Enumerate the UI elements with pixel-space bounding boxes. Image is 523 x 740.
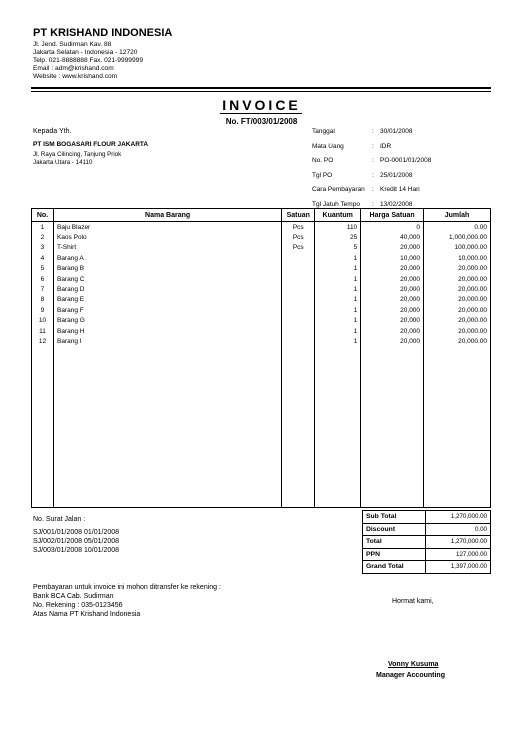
item-unit: Pcs: [282, 232, 315, 242]
meta-label: Tgl Jatuh Tempo: [312, 200, 360, 208]
delivery-notes: [33, 515, 119, 555]
meta-label: No. PO: [312, 157, 334, 165]
items-table: [31, 208, 491, 508]
delivery-note-line: SJ/002/01/2008 05/01/2008: [33, 538, 120, 545]
header-divider-thick: [31, 87, 491, 89]
totals-value: 1,270,000.00: [426, 536, 491, 549]
meta-colon: :: [372, 142, 374, 150]
totals-label: Total: [363, 536, 426, 549]
col-header-quantity: Kuantum: [315, 209, 361, 222]
item-no: 3: [32, 243, 54, 253]
meta-colon: :: [372, 128, 374, 135]
item-no: 1: [32, 222, 54, 233]
totals-row-ppn: [363, 548, 491, 561]
item-quantity: 5: [315, 243, 361, 253]
meta-colon: :: [372, 186, 374, 194]
table-row: [32, 222, 491, 233]
item-name: T-Shirt: [53, 243, 281, 253]
table-row: [32, 284, 491, 294]
table-header-row: [32, 209, 491, 222]
item-unit-price: 20,000: [361, 295, 424, 305]
company-address-line: Jakarta Selatan - Indonesia - 12720: [33, 49, 138, 56]
item-unit-price: 20,000: [361, 316, 424, 326]
item-unit: [282, 305, 315, 315]
payment-line: No. Rekening : 035-0123456: [33, 602, 123, 609]
empty-cell: [282, 347, 315, 508]
totals-value: 1,270,000.00: [426, 511, 491, 524]
meta-row-currency: [312, 143, 431, 158]
item-no: 9: [32, 305, 54, 315]
signatory-name: Vonny Kusuma: [388, 661, 439, 668]
invoice-title-underline: [220, 113, 302, 114]
item-amount: 10,000.00: [424, 253, 491, 263]
table-row: [32, 336, 491, 346]
item-amount: 100,000.00: [424, 243, 491, 253]
meta-colon: :: [372, 171, 374, 179]
company-name: PT KRISHAND INDONESIA: [33, 27, 173, 39]
meta-value: IDR: [380, 142, 392, 150]
table-row: [32, 232, 491, 242]
table-row: [32, 243, 491, 253]
item-name: Barang E: [53, 295, 281, 305]
totals-value: 0.00: [426, 523, 491, 536]
col-header-unit-price: Harga Satuan: [361, 209, 424, 222]
payment-line: Atas Nama PT Krishand Indonesia: [33, 611, 141, 618]
closing-text: Hormat kami,: [392, 598, 434, 605]
meta-row-date: [312, 128, 431, 143]
delivery-note-line: SJ/003/01/2008 10/01/2008: [33, 547, 120, 554]
item-quantity: 1: [315, 295, 361, 305]
item-unit-price: 20,000: [361, 284, 424, 294]
invoice-title: INVOICE: [222, 97, 301, 113]
item-quantity: 1: [315, 253, 361, 263]
item-quantity: 1: [315, 326, 361, 336]
col-header-amount: Jumlah: [424, 209, 491, 222]
totals-row-discount: [363, 523, 491, 536]
totals-value: 127,000.00: [426, 548, 491, 561]
item-quantity: 1: [315, 316, 361, 326]
item-unit: [282, 253, 315, 263]
item-unit: [282, 274, 315, 284]
item-unit-price: 10,000: [361, 253, 424, 263]
company-address-line: Jl. Jend. Sudirman Kav. 88: [33, 41, 112, 48]
meta-label: Tanggal: [312, 128, 335, 135]
item-name: Barang H: [53, 326, 281, 336]
item-amount: 20,000.00: [424, 336, 491, 346]
item-amount: 20,000.00: [424, 316, 491, 326]
table-row: [32, 295, 491, 305]
item-name: Kaos Polo: [53, 232, 281, 242]
table-row: [32, 305, 491, 315]
item-unit: Pcs: [282, 222, 315, 233]
customer-address-line: Jakarta Utara - 14110: [33, 159, 93, 166]
table-row: [32, 264, 491, 274]
meta-row-payment-method: [312, 186, 431, 201]
item-no: 11: [32, 326, 54, 336]
item-amount: 20,000.00: [424, 274, 491, 284]
item-quantity: 1: [315, 305, 361, 315]
item-amount: 20,000.00: [424, 305, 491, 315]
customer-greeting: Kepada Yth.: [33, 128, 72, 135]
item-name: Barang A: [53, 253, 281, 263]
item-amount: 20,000.00: [424, 295, 491, 305]
item-unit: [282, 264, 315, 274]
totals-label: Discount: [363, 523, 426, 536]
signatory-title: Manager Accounting: [376, 672, 445, 679]
company-email: Email : adm@krishand.com: [33, 65, 114, 72]
item-unit-price: 20,000: [361, 243, 424, 253]
totals-row-grand-total: [363, 561, 491, 574]
item-unit-price: 20,000: [361, 274, 424, 284]
totals-row-total: [363, 536, 491, 549]
invoice-meta: [312, 128, 431, 216]
empty-cell: [361, 347, 424, 508]
item-quantity: 25: [315, 232, 361, 242]
totals-label: PPN: [363, 548, 426, 561]
item-unit-price: 20,000: [361, 336, 424, 346]
item-name: Baju Blazer: [53, 222, 281, 233]
item-unit: [282, 295, 315, 305]
payment-instructions: [33, 583, 221, 619]
meta-value: PO-0001/01/2008: [380, 157, 432, 165]
meta-colon: :: [372, 157, 374, 165]
item-unit-price: 0: [361, 222, 424, 233]
meta-label: Mata Uang: [312, 142, 344, 150]
empty-cell: [315, 347, 361, 508]
meta-row-po-date: [312, 172, 431, 187]
table-row: [32, 253, 491, 263]
totals-label: Grand Total: [363, 561, 426, 574]
item-unit: [282, 326, 315, 336]
table-empty-space: [32, 347, 491, 508]
item-no: 5: [32, 264, 54, 274]
item-no: 6: [32, 274, 54, 284]
meta-value: Kredit 14 Hari: [380, 186, 420, 194]
item-name: Barang G: [53, 316, 281, 326]
meta-row-po-number: [312, 157, 431, 172]
col-header-item-name: Nama Barang: [53, 209, 281, 222]
table-row: [32, 274, 491, 284]
meta-value: 13/02/2008: [380, 200, 413, 208]
delivery-notes-label: No. Surat Jalan :: [33, 516, 86, 523]
item-unit: Pcs: [282, 243, 315, 253]
totals-table: [362, 510, 491, 574]
delivery-note-line: SJ/001/01/2008 01/01/2008: [33, 529, 120, 536]
header-divider-thin: [31, 91, 491, 92]
item-no: 12: [32, 336, 54, 346]
item-name: Barang D: [53, 284, 281, 294]
item-unit-price: 20,000: [361, 326, 424, 336]
item-amount: 1,000,000.00: [424, 232, 491, 242]
meta-label: Tgl PO: [312, 171, 333, 179]
item-quantity: 1: [315, 336, 361, 346]
customer-address-line: Jl. Raya Cilincing, Tanjung Priok: [33, 151, 122, 158]
item-no: 10: [32, 316, 54, 326]
item-name: Barang F: [53, 305, 281, 315]
meta-value: 30/01/2008: [380, 128, 413, 135]
company-phone-fax: Telp. 021-8888888 Fax. 021-9999999: [33, 57, 143, 64]
totals-value: 1,397,000.00: [426, 561, 491, 574]
item-no: 2: [32, 232, 54, 242]
item-unit-price: 20,000: [361, 264, 424, 274]
item-amount: 20,000.00: [424, 284, 491, 294]
item-amount: 20,000.00: [424, 264, 491, 274]
item-quantity: 1: [315, 274, 361, 284]
empty-cell: [424, 347, 491, 508]
payment-line: Pembayaran untuk invoice ini mohon ditransfer ke rekening :: [33, 584, 221, 591]
meta-colon: :: [372, 200, 374, 208]
item-quantity: 110: [315, 222, 361, 233]
item-amount: 0.00: [424, 222, 491, 233]
item-unit: [282, 316, 315, 326]
item-unit-price: 20,000: [361, 305, 424, 315]
empty-cell: [53, 347, 281, 508]
company-website: Website : www.krishand.com: [33, 73, 118, 80]
item-unit: [282, 336, 315, 346]
customer-name: PT ISM BOGASARI FLOUR JAKARTA: [33, 141, 149, 148]
item-quantity: 1: [315, 284, 361, 294]
item-name: Barang B: [53, 264, 281, 274]
item-quantity: 1: [315, 264, 361, 274]
col-header-no: No.: [32, 209, 54, 222]
empty-cell: [32, 347, 54, 508]
meta-value: 25/01/2008: [380, 171, 413, 179]
item-no: 4: [32, 253, 54, 263]
item-unit-price: 40,000: [361, 232, 424, 242]
meta-label: Cara Pembayaran: [312, 186, 365, 194]
col-header-unit: Satuan: [282, 209, 315, 222]
item-name: Barang C: [53, 274, 281, 284]
table-row: [32, 326, 491, 336]
item-unit: [282, 284, 315, 294]
item-name: Barang I: [53, 336, 281, 346]
customer-address: [33, 151, 121, 167]
totals-label: Sub Total: [363, 511, 426, 524]
item-no: 8: [32, 295, 54, 305]
item-amount: 20,000.00: [424, 326, 491, 336]
payment-line: Bank BCA Cab. Sudirman: [33, 593, 114, 600]
totals-row-subtotal: [363, 511, 491, 524]
item-no: 7: [32, 284, 54, 294]
company-address: [33, 41, 143, 81]
invoice-number: No. FT/003/01/2008: [225, 117, 298, 126]
table-row: [32, 316, 491, 326]
